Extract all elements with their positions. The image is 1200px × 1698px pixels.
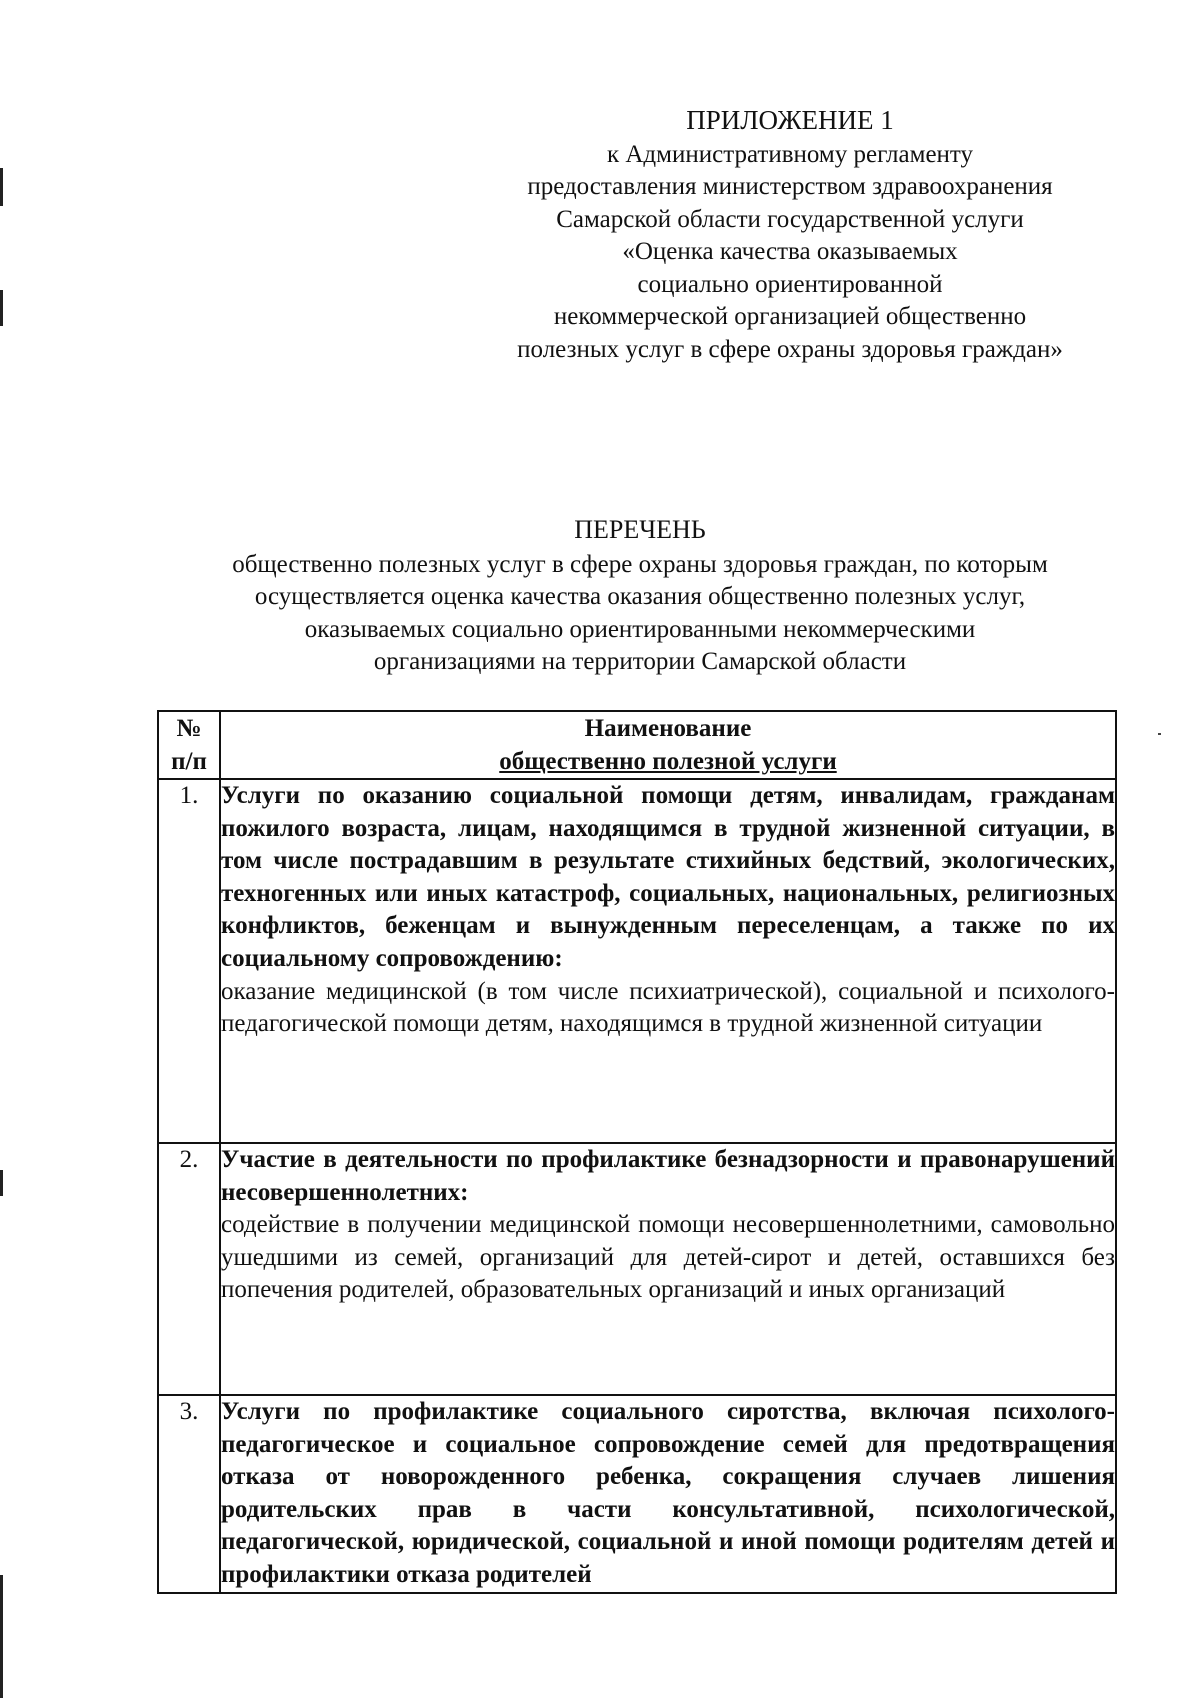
header-num-line2: п/п <box>171 748 207 775</box>
list-header-line: организациями на территории Самарской области <box>373 648 907 675</box>
table-row <box>158 1395 1116 1593</box>
service-description: оказание медицинской (в том числе психиатрической), социальной и психолого-педагогической помощи детям, находящимся в трудной жизненной ситуации <box>221 977 1115 1038</box>
service-title: Участие в деятельности по профилактике безнадзорности и правонарушений несовершеннолетних: <box>221 1146 1115 1206</box>
service-description: содействие в получении медицинской помощи несовершеннолетними, самовольно ушедшими из семей, организаций для детей-сирот и детей, оставшихся без попечения родителей, образовательных организаций и иных организаций <box>221 1211 1115 1304</box>
table-row <box>158 1143 1116 1395</box>
header-name-line1: Наименование <box>584 715 752 742</box>
list-title: ПЕРЕЧЕНЬ <box>574 515 706 544</box>
row-name-cell <box>220 779 1116 1143</box>
list-header-line: осуществляется оценка качества оказания общественно полезных услуг, <box>254 583 1026 610</box>
scan-edge-mark-2 <box>0 290 3 326</box>
appendix-line: «Оценка качества оказываемых <box>622 238 958 265</box>
list-header-line: оказываемых социально ориентированными некоммерческими <box>304 615 976 643</box>
row-name-cell <box>220 1395 1116 1593</box>
header-num-cell <box>158 711 220 779</box>
list-header-line: общественно полезных услуг в сфере охраны здоровья граждан, по которым <box>232 550 1048 578</box>
appendix-line: полезных услуг в сфере охраны здоровья граждан» <box>517 335 1063 363</box>
service-title: Услуги по профилактике социального сиротства, включая психолого-педагогическое и социальное сопровождение семей для предотвращения отказа от новорожденного ребенка, сокращения случаев лишения родительских прав в части консультативной, психологической, педагогической, юридической, социальной и иной помощи родителям детей и профилактики отказа родителей <box>221 1398 1115 1588</box>
scan-edge-mark-1 <box>0 168 3 206</box>
scan-dot <box>1158 733 1161 735</box>
scan-edge-mark-4 <box>0 1575 3 1698</box>
list-header-block <box>160 514 1120 679</box>
row-name-cell <box>220 1143 1116 1395</box>
appendix-line: некоммерческой организацией общественно <box>553 303 1027 330</box>
service-title: Услуги по оказанию социальной помощи детям, инвалидам, гражданам пожилого возраста, лицам, находящимся в трудной жизненной ситуации, в том числе пострадавшим в результате стихийных бедствий, экологических, техногенных или иных катастроф, социальных, национальных, религиозных конфликтов, беженцам и вынужденным переселенцам, а также по их социальному сопровождению: <box>221 782 1115 972</box>
appendix-line: предоставления министерством здравоохранения <box>527 173 1053 200</box>
table-header-row <box>158 711 1116 779</box>
services-table <box>157 710 1117 1594</box>
appendix-line: Самарской области государственной услуги <box>556 205 1024 233</box>
header-name-cell <box>220 711 1116 779</box>
header-name-line2: общественно полезной услуги <box>499 748 837 775</box>
scan-edge-mark-3 <box>0 1170 3 1196</box>
table-row <box>158 779 1116 1143</box>
appendix-line: к Административному регламенту <box>606 140 974 168</box>
row-number: 3. <box>158 1395 220 1593</box>
header-num-line1: № <box>176 715 202 742</box>
appendix-block <box>465 104 1115 366</box>
appendix-title: ПРИЛОЖЕНИЕ 1 <box>686 105 894 135</box>
row-number: 2. <box>158 1143 220 1395</box>
appendix-line: социально ориентированной <box>637 270 943 298</box>
row-number: 1. <box>158 779 220 1143</box>
